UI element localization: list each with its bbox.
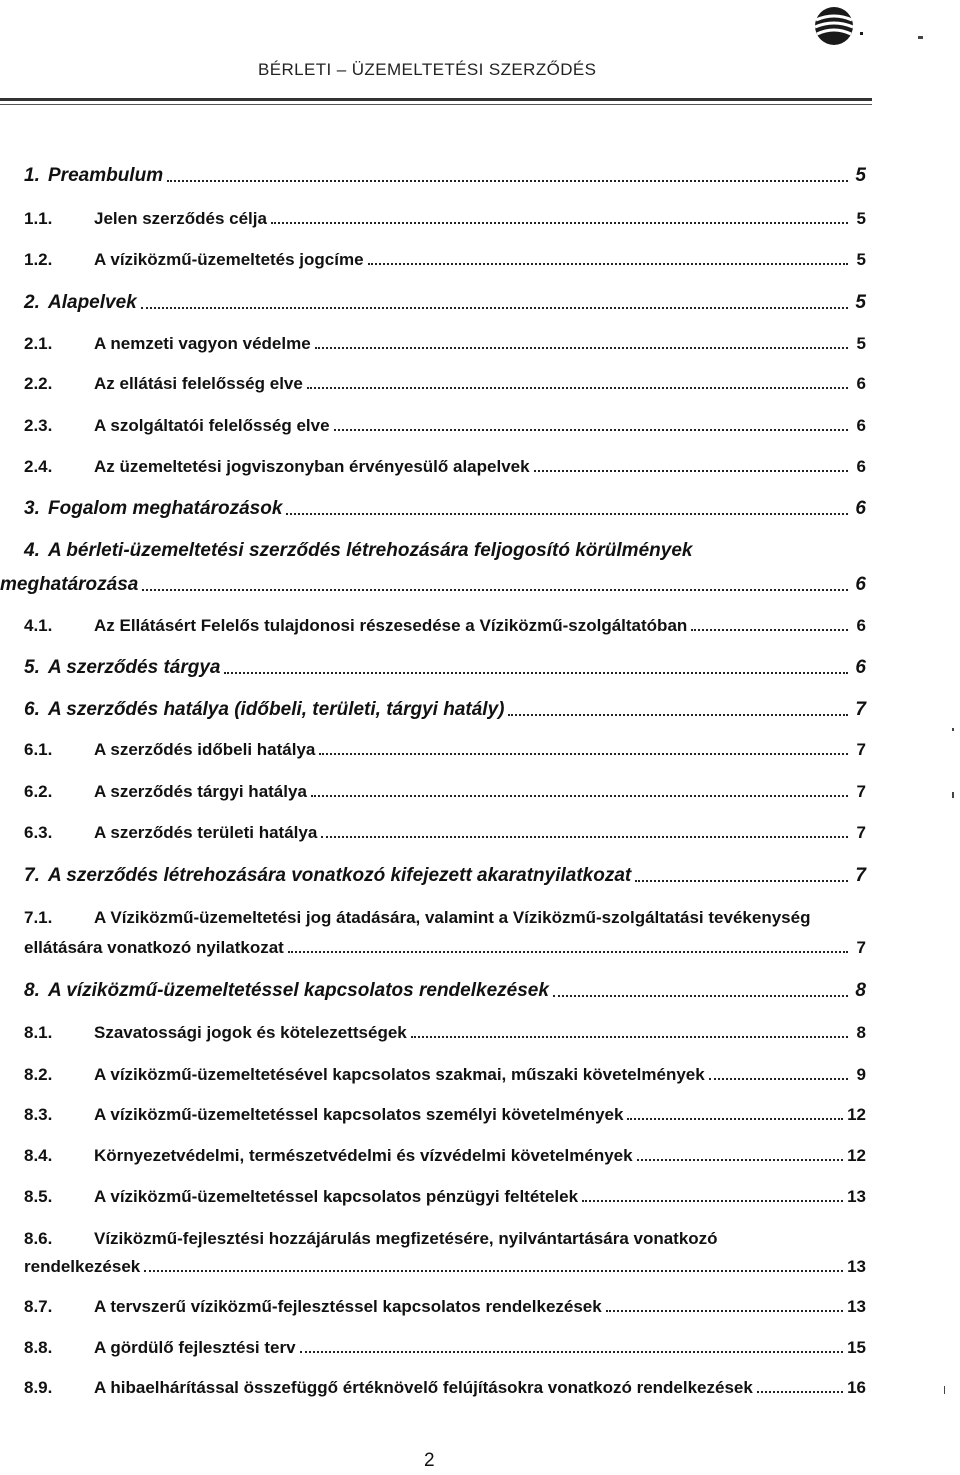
toc-entry-page: 5 [856, 209, 866, 228]
toc-leader-dots [271, 221, 848, 224]
toc-leader-dots [288, 950, 848, 953]
toc-entry-number: 8.2. [24, 1065, 53, 1084]
toc-entry[interactable] [24, 416, 866, 436]
toc-entry[interactable] [24, 498, 866, 520]
toc-entry-wrapped[interactable] [24, 1229, 866, 1249]
toc-entry[interactable] [24, 334, 866, 354]
toc-leader-dots [627, 1117, 843, 1120]
toc-entry-title: A szerződés létrehozására vonatkozó kifejezett akaratnyilatkozat [48, 865, 632, 886]
toc-leader-dots [144, 1269, 843, 1272]
toc-entry-number: 4.1. [24, 616, 53, 635]
toc-leader-dots [508, 713, 848, 716]
toc-entry-number: 2.1. [24, 334, 53, 353]
toc-entry-title: Környezetvédelmi, természetvédelmi és vízvédelmi követelmények [94, 1146, 633, 1165]
toc-entry-title: A víziközmű-üzemeltetésével kapcsolatos szakmai, műszaki követelmények [94, 1065, 705, 1084]
toc-entry-page: 16 [847, 1378, 866, 1397]
toc-entry-page: 8 [855, 980, 866, 1001]
toc-entry-title-continued: meghatározása [0, 574, 139, 595]
toc-entry-page: 12 [847, 1105, 866, 1124]
toc-entry-title-continued: rendelkezések [24, 1257, 141, 1276]
toc-entry-page: 8 [856, 1023, 866, 1042]
toc-entry-title: A Víziközmű-üzemeltetési jog átadására, valamint a Víziközmű-szolgáltatási tevékenység [94, 908, 811, 927]
toc-leader-dots [635, 879, 848, 882]
toc-entry-title: Alapelvek [48, 292, 137, 313]
toc-entry[interactable] [24, 1065, 866, 1085]
toc-entry-title: A tervszerű víziközmű-fejlesztéssel kapcsolatos rendelkezések [94, 1297, 602, 1316]
toc-entry[interactable] [24, 457, 866, 477]
toc-entry-number: 7. [24, 865, 40, 886]
toc-entry-title: A bérleti-üzemeltetési szerződés létrehozására feljogosító körülmények [48, 540, 693, 561]
toc-entry-title: Az üzemeltetési jogviszonyban érvényesülő alapelvek [94, 457, 530, 476]
toc-leader-dots [300, 1350, 844, 1353]
toc-entry-continuation[interactable] [0, 574, 866, 596]
toc-leader-dots [606, 1309, 843, 1312]
toc-entry[interactable] [24, 657, 866, 679]
toc-leader-dots [315, 346, 848, 349]
toc-entry-number: 2.2. [24, 374, 53, 393]
toc-entry-number: 8.8. [24, 1338, 53, 1357]
toc-entry-page: 9 [856, 1065, 866, 1084]
document-title: BÉRLETI – ÜZEMELTETÉSI SZERZŐDÉS [258, 60, 597, 79]
toc-entry-title: A hibaelhárítással összefüggő értéknövelő felújításokra vonatkozó rendelkezések [94, 1378, 753, 1397]
toc-entry-page: 5 [856, 334, 866, 353]
toc-entry-title: A szerződés területi hatálya [94, 823, 318, 842]
toc-entry-page: 5 [856, 250, 866, 269]
toc-entry[interactable] [24, 1297, 866, 1317]
toc-entry[interactable] [24, 1338, 866, 1358]
toc-entry-title: A nemzeti vagyon védelme [94, 334, 311, 353]
toc-entry-title: Jelen szerződés célja [94, 209, 267, 228]
toc-leader-dots [368, 262, 848, 265]
toc-entry-page: 5 [855, 165, 866, 186]
toc-entry-number: 6.3. [24, 823, 53, 842]
toc-entry-number: 4. [24, 540, 40, 561]
toc-entry-number: 8.4. [24, 1146, 53, 1165]
toc-entry[interactable] [24, 823, 866, 843]
toc-entry-wrapped[interactable] [24, 908, 866, 928]
toc-entry[interactable] [24, 865, 866, 887]
scan-speck [952, 792, 954, 798]
toc-entry[interactable] [24, 699, 866, 721]
toc-entry[interactable] [24, 1105, 866, 1125]
scan-speck [944, 1386, 945, 1394]
toc-leader-dots [534, 469, 848, 472]
toc-leader-dots [319, 752, 848, 755]
toc-entry-number: 8.7. [24, 1297, 53, 1316]
toc-entry-title: Az ellátási felelősség elve [94, 374, 303, 393]
scan-speck [952, 728, 954, 731]
toc-entry-number: 8.9. [24, 1378, 53, 1397]
toc-entry-page: 6 [856, 457, 866, 476]
toc-entry-page: 7 [855, 865, 866, 886]
toc-entry-number: 1. [24, 165, 40, 186]
toc-leader-dots [637, 1158, 843, 1161]
toc-leader-dots [224, 671, 848, 674]
toc-entry-title: A szerződés időbeli hatálya [94, 740, 316, 759]
toc-entry-continuation[interactable] [24, 1257, 866, 1277]
toc-leader-dots [757, 1390, 843, 1393]
toc-entry-title: Víziközmű-fejlesztési hozzájárulás megfizetésére, nyilvántartására vonatkozó [94, 1229, 718, 1248]
toc-entry-page: 6 [856, 374, 866, 393]
toc-entry-page: 7 [856, 782, 866, 801]
toc-entry-number: 6.1. [24, 740, 53, 759]
toc-entry-title: A víziközmű-üzemeltetéssel kapcsolatos pénzügyi feltételek [94, 1187, 579, 1206]
toc-entry-number: 8.1. [24, 1023, 53, 1042]
toc-entry-title-continued: ellátására vonatkozó nyilatkozat [24, 938, 284, 957]
toc-entry-number: 1.1. [24, 209, 53, 228]
scan-speck [918, 36, 923, 39]
toc-entry-page: 13 [847, 1257, 866, 1276]
toc-entry-page: 6 [855, 574, 866, 595]
toc-entry-number: 3. [24, 498, 40, 519]
toc-entry-page: 7 [856, 740, 866, 759]
toc-entry[interactable] [24, 292, 866, 314]
toc-entry-page: 15 [847, 1338, 866, 1357]
toc-entry-page: 6 [855, 498, 866, 519]
toc-entry-page: 13 [847, 1297, 866, 1316]
toc-entry-number: 2. [24, 292, 40, 313]
toc-entry-page: 7 [855, 699, 866, 720]
toc-entry-title: A szerződés tárgyi hatálya [94, 782, 307, 801]
toc-leader-dots [582, 1199, 843, 1202]
toc-entry[interactable] [24, 782, 866, 802]
toc-entry-title: A víziközmű-üzemeltetéssel kapcsolatos személyi követelmények [94, 1105, 624, 1124]
toc-leader-dots [311, 794, 848, 797]
toc-entry[interactable] [24, 980, 866, 1002]
toc-entry-number: 2.4. [24, 457, 53, 476]
toc-entry-page: 7 [856, 823, 866, 842]
toc-entry-number: 5. [24, 657, 40, 678]
toc-entry[interactable] [24, 209, 866, 229]
toc-entry-title: Szavatossági jogok és kötelezettségek [94, 1023, 407, 1042]
toc-leader-dots [142, 588, 848, 591]
toc-entry-page: 12 [847, 1146, 866, 1165]
toc-entry[interactable] [24, 374, 866, 394]
toc-entry-title: Preambulum [48, 165, 164, 186]
toc-entry-title: Fogalom meghatározások [48, 498, 283, 519]
toc-leader-dots [553, 994, 848, 997]
toc-entry-number: 6.2. [24, 782, 53, 801]
toc-entry-title: A szolgáltatói felelősség elve [94, 416, 330, 435]
toc-entry-title: A szerződés tárgya [48, 657, 221, 678]
toc-entry-number: 8.6. [24, 1229, 53, 1248]
toc-entry[interactable] [24, 1187, 866, 1207]
toc-leader-dots [286, 512, 848, 515]
toc-entry-page: 6 [856, 616, 866, 635]
toc-entry[interactable] [24, 740, 866, 760]
toc-entry[interactable] [24, 616, 866, 636]
toc-entry-page: 13 [847, 1187, 866, 1206]
toc-entry-page: 5 [855, 292, 866, 313]
toc-entry[interactable] [24, 1146, 866, 1166]
toc-entry-title: A víziközmű-üzemeltetéssel kapcsolatos rendelkezések [48, 980, 549, 1001]
toc-entry-page: 6 [855, 657, 866, 678]
toc-entry-page: 6 [856, 416, 866, 435]
toc-entry-number: 8. [24, 980, 40, 1001]
toc-leader-dots [321, 835, 848, 838]
toc-leader-dots [307, 386, 848, 389]
toc-entry-title: A szerződés hatálya (időbeli, területi, tárgyi hatály) [48, 699, 505, 720]
toc-entry-continuation[interactable] [24, 938, 866, 958]
toc-entry-title: Az Ellátásért Felelős tulajdonosi részesedése a Víziközmű-szolgáltatóban [94, 616, 688, 635]
toc-entry-number: 2.3. [24, 416, 53, 435]
toc-entry[interactable] [24, 1378, 866, 1398]
toc-entry-title: A gördülő fejlesztési terv [94, 1338, 296, 1357]
toc-entry-page: 7 [856, 938, 866, 957]
toc-leader-dots [411, 1035, 848, 1038]
toc-entry-title: A víziközmű-üzemeltetés jogcíme [94, 250, 364, 269]
toc-entry-number: 6. [24, 699, 40, 720]
toc-entry[interactable] [24, 1023, 866, 1043]
toc-entry-number: 7.1. [24, 908, 53, 927]
toc-entry-wrapped[interactable] [24, 540, 866, 562]
toc-entry-number: 1.2. [24, 250, 53, 269]
toc-leader-dots [334, 428, 848, 431]
toc-leader-dots [709, 1077, 848, 1080]
toc-entry[interactable] [24, 165, 866, 187]
toc-entry-number: 8.3. [24, 1105, 53, 1124]
toc-leader-dots [141, 306, 848, 309]
page-number: 2 [424, 1450, 435, 1471]
toc-entry[interactable] [24, 250, 866, 270]
toc-entry-number: 8.5. [24, 1187, 53, 1206]
toc-leader-dots [691, 628, 848, 631]
toc-leader-dots [167, 179, 848, 182]
